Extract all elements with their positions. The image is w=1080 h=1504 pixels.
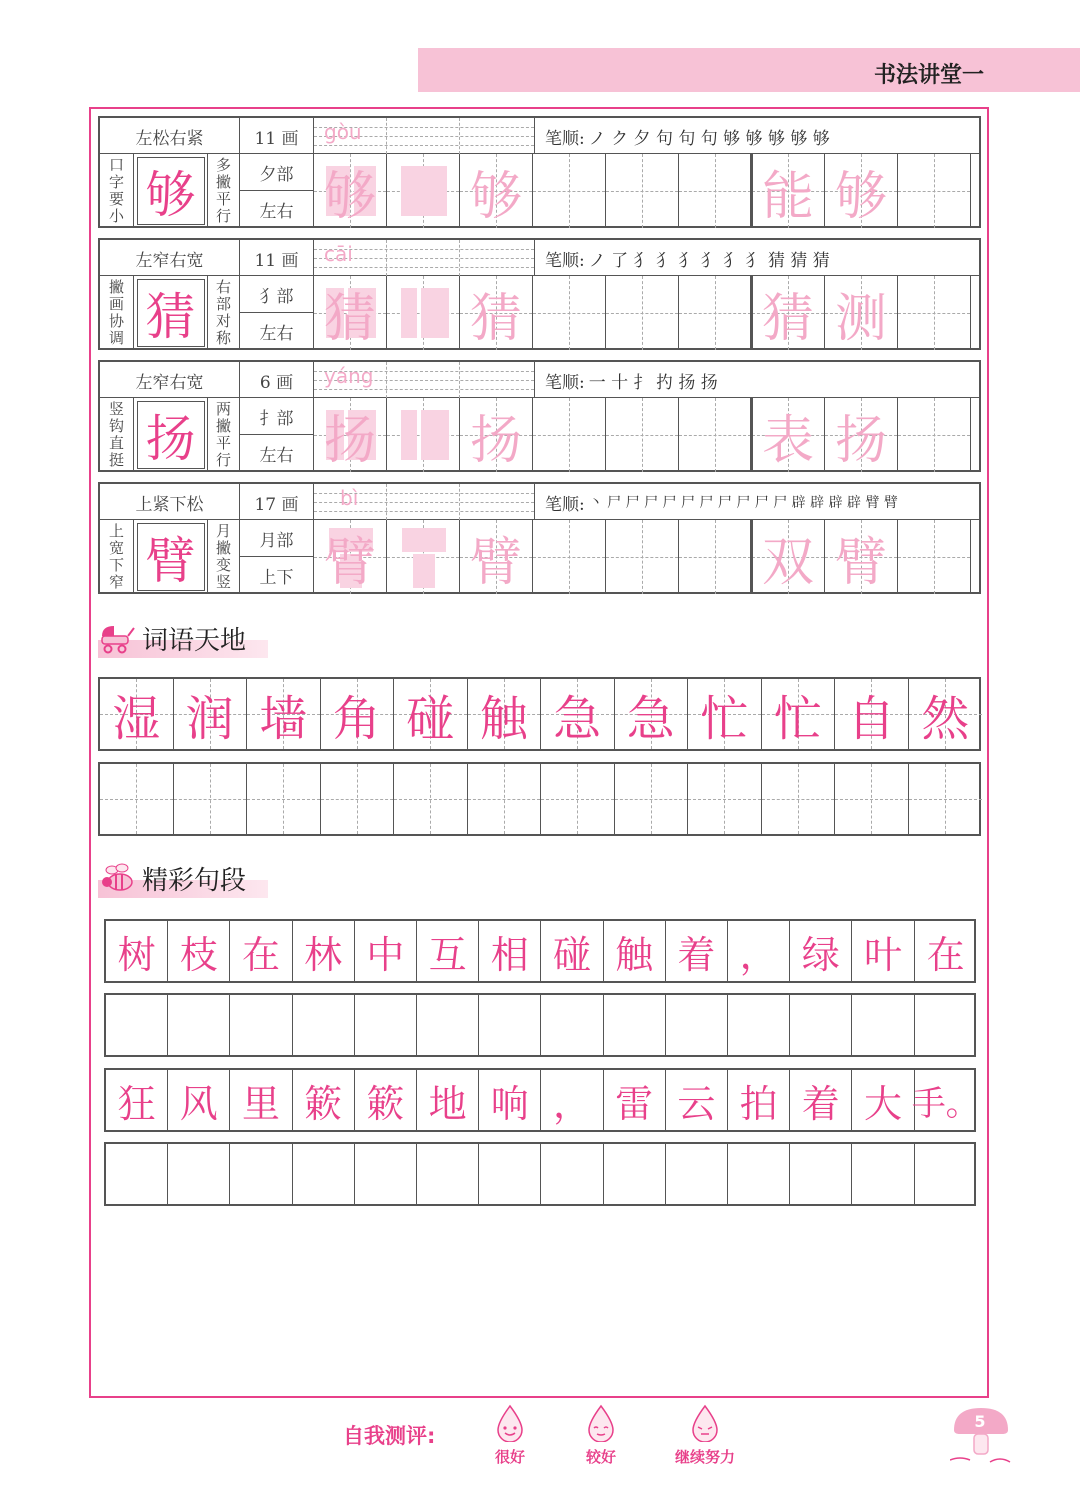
practice-cell[interactable] xyxy=(606,520,679,594)
stroke-order-sequence: ノ ク 夕 句 句 句 够 够 够 够 够 xyxy=(588,128,830,149)
happy-drop-icon xyxy=(492,1404,528,1442)
model-char: 扬 xyxy=(137,401,205,469)
word-char: 触 xyxy=(479,690,528,747)
practice-cell[interactable] xyxy=(533,398,606,472)
trace-cell[interactable]: 臂 xyxy=(460,520,533,594)
stroke-order-sequence: 丶 尸 尸 尸 尸 尸 尸 尸 尸 尸 尸 辟 辟 辟 辟 臂 臂 xyxy=(588,495,898,511)
stroke-order-label: 笔顺: xyxy=(545,128,585,149)
trace-cell[interactable]: 扬 xyxy=(460,398,533,472)
model-char-box xyxy=(134,276,208,350)
practice-cell[interactable] xyxy=(679,276,752,350)
practice-cell[interactable] xyxy=(898,520,971,594)
stroke-order-label: 笔顺: xyxy=(545,494,585,515)
model-char: 够 xyxy=(137,157,205,225)
model-char-box xyxy=(134,154,208,228)
stroke-order-label: 笔顺: xyxy=(545,250,585,271)
tip-left: 上 宽 下 窄 xyxy=(100,520,134,594)
pinyin-grid[interactable] xyxy=(314,362,535,398)
model-char-box xyxy=(134,520,208,594)
rating-keep-trying[interactable]: 继续努力 xyxy=(660,1404,750,1467)
rating-very-good[interactable]: 很好 xyxy=(475,1404,545,1467)
practice-cell[interactable] xyxy=(898,154,971,228)
char-table-gou xyxy=(98,116,981,228)
stroke-order-label: 笔顺: xyxy=(545,372,585,393)
stroke-order xyxy=(535,118,981,154)
stroke-order-sequence: 一 十 扌 扚 扬 扬 xyxy=(588,372,718,393)
pinyin-trace: bì xyxy=(340,486,359,510)
section-heading-sentences xyxy=(98,858,268,898)
model-char-box xyxy=(134,398,208,472)
pinyin-grid[interactable] xyxy=(314,118,535,154)
pinyin-trace: yáng xyxy=(324,364,374,388)
section-title: 精彩句段 xyxy=(142,866,247,896)
word-cell[interactable]: 猜 xyxy=(752,276,825,350)
parts-cell[interactable] xyxy=(387,276,460,350)
stroke-count: 11 画 xyxy=(240,240,314,276)
parts-cell[interactable] xyxy=(387,520,460,594)
word-char: 急 xyxy=(553,690,602,747)
tip-right: 右 部 对 称 xyxy=(208,276,240,350)
char-table-bi xyxy=(98,482,981,594)
page-number: 5 xyxy=(974,1412,986,1431)
pinyin-trace: gòu xyxy=(324,120,362,144)
layout-label: 上下 xyxy=(240,557,314,594)
layout-label: 左右 xyxy=(240,313,314,350)
stroke-order xyxy=(535,362,981,398)
char-info-row xyxy=(100,118,979,154)
char-info-row xyxy=(100,484,979,520)
sentence-practice-row-2[interactable] xyxy=(104,1142,976,1206)
trace-cell[interactable]: 猜 xyxy=(460,276,533,350)
rating-good[interactable]: 较好 xyxy=(566,1404,636,1467)
section-heading-words xyxy=(98,618,268,658)
structure-label: 左窄右宽 xyxy=(100,240,240,276)
model-char: 猜 xyxy=(137,279,205,347)
word-char: 然 xyxy=(921,690,970,747)
layout-label: 左右 xyxy=(240,435,314,472)
word-char: 润 xyxy=(185,690,234,747)
neutral-drop-icon xyxy=(687,1404,723,1442)
stroke-count: 17 画 xyxy=(240,484,314,520)
stroke-order-sequence: ノ 了 犭 犭 犭 犭 犭 犭 猜 猜 猜 xyxy=(588,250,830,271)
sentence-practice-row-1[interactable] xyxy=(104,993,976,1057)
practice-cell[interactable] xyxy=(606,276,679,350)
parts-cell[interactable] xyxy=(387,398,460,472)
radical-label: 月部 xyxy=(240,520,314,557)
parts-cell[interactable] xyxy=(387,154,460,228)
practice-grid[interactable] xyxy=(314,520,981,594)
char-info-row xyxy=(100,240,979,276)
practice-cell[interactable] xyxy=(679,398,752,472)
sentence-trace-row-1[interactable]: 树 枝 在 林 中 互 相 碰 触 着 ， 绿 叶 在 xyxy=(104,919,976,983)
tip-left: 撇 画 协 调 xyxy=(100,276,134,350)
page-header-title: 书法讲堂一 xyxy=(873,63,984,88)
practice-grid[interactable] xyxy=(314,154,981,228)
word-cell[interactable]: 能 xyxy=(752,154,825,228)
tip-left: 口 字 要 小 xyxy=(100,154,134,228)
stroke-count: 6 画 xyxy=(240,362,314,398)
practice-cell[interactable] xyxy=(606,398,679,472)
smile-drop-icon xyxy=(583,1404,619,1442)
section-title: 词语天地 xyxy=(142,626,247,656)
tip-left: 竖 钩 直 挺 xyxy=(100,398,134,472)
self-eval-label: 自我测评: xyxy=(343,1424,436,1448)
pinyin-grid[interactable] xyxy=(314,240,535,276)
practice-cell[interactable] xyxy=(898,398,971,472)
practice-grid[interactable] xyxy=(314,398,981,472)
structure-label: 左窄右宽 xyxy=(100,362,240,398)
model-char: 臂 xyxy=(137,523,205,591)
word-char: 忙 xyxy=(700,690,749,747)
word-char: 角 xyxy=(332,690,381,747)
practice-cell[interactable] xyxy=(679,154,752,228)
stroke-order xyxy=(535,240,981,276)
tip-right: 多 撇 平 行 xyxy=(208,154,240,228)
word-char: 湿 xyxy=(112,690,161,747)
word-char: 忙 xyxy=(773,690,822,747)
practice-cell[interactable] xyxy=(898,276,971,350)
trace-cell[interactable]: 够 xyxy=(460,154,533,228)
trace-cell[interactable]: 猜 xyxy=(314,276,387,350)
stroke-count: 11 画 xyxy=(240,118,314,154)
word-practice-row[interactable] xyxy=(98,762,981,836)
radical-label: 扌部 xyxy=(240,398,314,435)
word-char: 急 xyxy=(626,690,675,747)
word-cell[interactable]: 够 xyxy=(825,154,898,228)
bee-icon xyxy=(98,862,138,894)
tip-right: 月 撇 变 竖 xyxy=(208,520,240,594)
char-table-cai xyxy=(98,238,981,350)
practice-grid[interactable] xyxy=(314,276,981,350)
word-cell[interactable]: 表 xyxy=(752,398,825,472)
word-char: 墙 xyxy=(259,690,308,747)
practice-cell[interactable] xyxy=(533,276,606,350)
stroller-icon xyxy=(98,622,138,654)
practice-cell[interactable] xyxy=(606,154,679,228)
trace-cell[interactable]: 扬 xyxy=(314,398,387,472)
pinyin-grid[interactable] xyxy=(314,484,535,520)
char-table-yang xyxy=(98,360,981,472)
word-char: 碰 xyxy=(406,690,455,747)
word-cell[interactable]: 双 xyxy=(752,520,825,594)
pinyin-trace: cāi xyxy=(324,242,353,266)
structure-label: 上紧下松 xyxy=(100,484,240,520)
sentence-trace-row-2[interactable]: 狂 风 里 簌 簌 地 响 ， 雷 云 拍 着 大 手。 xyxy=(104,1068,976,1132)
practice-cell[interactable] xyxy=(533,520,606,594)
word-char: 自 xyxy=(847,690,896,747)
word-cell[interactable]: 扬 xyxy=(825,398,898,472)
stroke-order xyxy=(535,484,981,520)
tip-right: 两 撇 平 行 xyxy=(208,398,240,472)
trace-cell[interactable]: 臂 xyxy=(314,520,387,594)
trace-cell[interactable]: 够 xyxy=(314,154,387,228)
word-trace-row[interactable] xyxy=(98,677,981,751)
char-info-row xyxy=(100,362,979,398)
layout-label: 左右 xyxy=(240,191,314,228)
word-cell[interactable]: 臂 xyxy=(825,520,898,594)
radical-label: 犭部 xyxy=(240,276,314,313)
practice-cell[interactable] xyxy=(679,520,752,594)
structure-label: 左松右紧 xyxy=(100,118,240,154)
word-cell[interactable]: 测 xyxy=(825,276,898,350)
radical-label: 夕部 xyxy=(240,154,314,191)
practice-cell[interactable] xyxy=(533,154,606,228)
